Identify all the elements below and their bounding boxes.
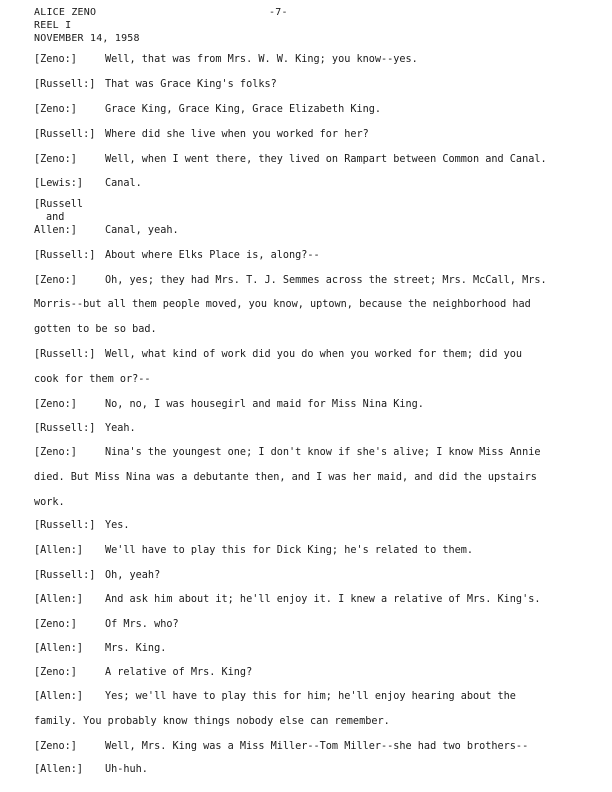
utterance-text: Nina's the youngest one; I don't know if she's alive; I know Miss Annie: [105, 447, 541, 458]
utterance-text: Well, Mrs. King was a Miss Miller--Tom Miller--she had two brothers--: [105, 741, 529, 752]
utterance-text: died. But Miss Nina was a debutante then, and I was her maid, and did the upstairs: [34, 472, 537, 483]
speaker-label: [Zeno:]: [34, 275, 77, 286]
utterance-text: Uh-huh.: [105, 764, 148, 775]
speaker-label: [Russell:]: [34, 570, 96, 581]
utterance-text: Yes.: [105, 520, 130, 531]
speaker-label: [Zeno:]: [34, 741, 77, 752]
utterance-text: Mrs. King.: [105, 643, 167, 654]
utterance-text: About where Elks Place is, along?--: [105, 250, 320, 261]
utterance-text: Morris--but all them people moved, you know, uptown, because the neighborhood had: [34, 299, 531, 310]
speaker-label: [Zeno:]: [34, 667, 77, 678]
utterance-text: Of Mrs. who?: [105, 619, 179, 630]
utterance-text: Well, that was from Mrs. W. W. King; you know--yes.: [105, 54, 418, 65]
header-reel: REEL I: [34, 20, 72, 31]
utterance-text: Well, what kind of work did you do when you worked for them; did you: [105, 349, 523, 360]
utterance-text: Oh, yes; they had Mrs. T. J. Semmes across the street; Mrs. McCall, Mrs.: [105, 275, 547, 286]
utterance-text: Yeah.: [105, 423, 136, 434]
speaker-label: [Zeno:]: [34, 54, 77, 65]
utterance-text: Canal.: [105, 178, 142, 189]
speaker-label: [Allen:]: [34, 691, 84, 702]
utterance-text: Oh, yeah?: [105, 570, 161, 581]
speaker-label: [Russell:]: [34, 79, 96, 90]
utterance-text: family. You probably know things nobody else can remember.: [34, 716, 390, 727]
speaker-label: [Zeno:]: [34, 619, 77, 630]
header-name: ALICE ZENO: [34, 7, 97, 18]
speaker-label: and: [46, 212, 65, 223]
utterance-text: gotten to be so bad.: [34, 324, 157, 335]
speaker-label: [Russell:]: [34, 250, 96, 261]
utterance-text: A relative of Mrs. King?: [105, 667, 253, 678]
speaker-label: [Russell:]: [34, 520, 96, 531]
page-number: -7-: [269, 7, 288, 18]
speaker-label: [Zeno:]: [34, 447, 77, 458]
speaker-label: [Russell:]: [34, 423, 96, 434]
speaker-label: [Allen:]: [34, 594, 84, 605]
header-date: NOVEMBER 14, 1958: [34, 33, 140, 44]
utterance-text: We'll have to play this for Dick King; he's related to them.: [105, 545, 474, 556]
utterance-text: And ask him about it; he'll enjoy it. I knew a relative of Mrs. King's.: [105, 594, 541, 605]
utterance-text: work.: [34, 497, 65, 508]
utterance-text: That was Grace King's folks?: [105, 79, 277, 90]
utterance-text: cook for them or?--: [34, 374, 151, 385]
utterance-text: Where did she live when you worked for her?: [105, 129, 369, 140]
utterance-text: Grace King, Grace King, Grace Elizabeth King.: [105, 104, 382, 115]
speaker-label: [Russell: [34, 199, 84, 210]
speaker-label: [Zeno:]: [34, 154, 77, 165]
speaker-label: [Allen:]: [34, 764, 84, 775]
speaker-label: [Russell:]: [34, 349, 96, 360]
utterance-text: Yes; we'll have to play this for him; he'll enjoy hearing about the: [105, 691, 516, 702]
speaker-label: [Lewis:]: [34, 178, 84, 189]
speaker-label: Allen:]: [34, 225, 77, 236]
speaker-label: [Zeno:]: [34, 104, 77, 115]
speaker-label: [Allen:]: [34, 545, 84, 556]
speaker-label: [Zeno:]: [34, 399, 77, 410]
speaker-label: [Russell:]: [34, 129, 96, 140]
utterance-text: Well, when I went there, they lived on Rampart between Common and Canal.: [105, 154, 547, 165]
utterance-text: Canal, yeah.: [105, 225, 179, 236]
utterance-text: No, no, I was housegirl and maid for Miss Nina King.: [105, 399, 424, 410]
speaker-label: [Allen:]: [34, 643, 84, 654]
